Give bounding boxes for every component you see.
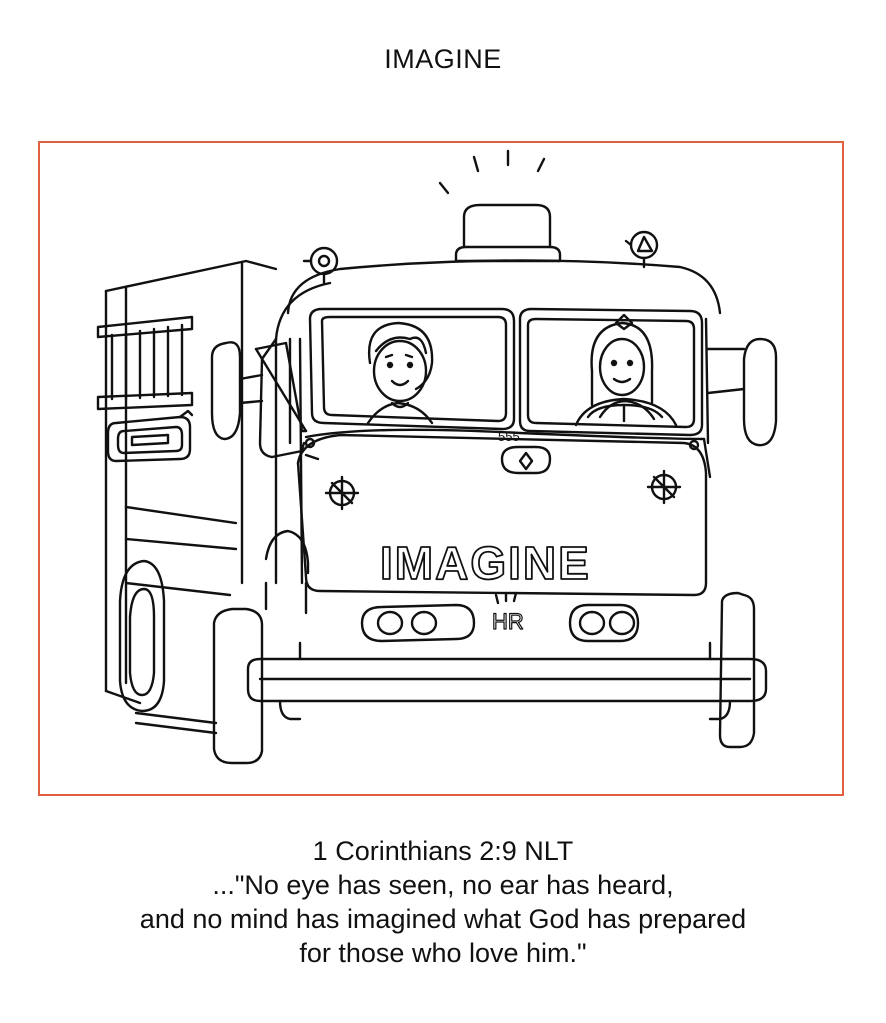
hood-lamp-left (326, 477, 358, 509)
mirror-left (212, 342, 306, 439)
hood-lettering: IMAGINE (380, 537, 591, 589)
headlight-right (570, 605, 638, 641)
verse-reference: 1 Corinthians 2:9 NLT (312, 836, 574, 866)
hood-emblem (502, 447, 550, 473)
hr-badge (496, 593, 516, 603)
beacon-light (456, 205, 560, 261)
beacon-rays (440, 151, 544, 193)
badge-initials: HR (492, 609, 524, 634)
truck-number: 555 (498, 429, 520, 444)
ladder (98, 317, 192, 409)
verse-line: and no mind has imagined what God has prepared (139, 904, 747, 934)
headlight-left (362, 605, 474, 641)
hood-lamp-right (648, 471, 680, 503)
front-bumper (248, 643, 766, 719)
verse-block (0, 834, 886, 970)
hose-reel (108, 411, 192, 461)
fire-truck-illustration (40, 143, 842, 794)
cab-roof (288, 260, 720, 313)
page-title: IMAGINE (384, 44, 502, 74)
illustration-frame (38, 141, 844, 796)
verse-line: ..."No eye has seen, no ear has heard, (212, 870, 674, 900)
mirror-right (708, 339, 776, 445)
roof-lamp-right (626, 232, 657, 267)
verse-line: for those who love him." (299, 938, 587, 968)
passenger-figure (368, 323, 432, 423)
